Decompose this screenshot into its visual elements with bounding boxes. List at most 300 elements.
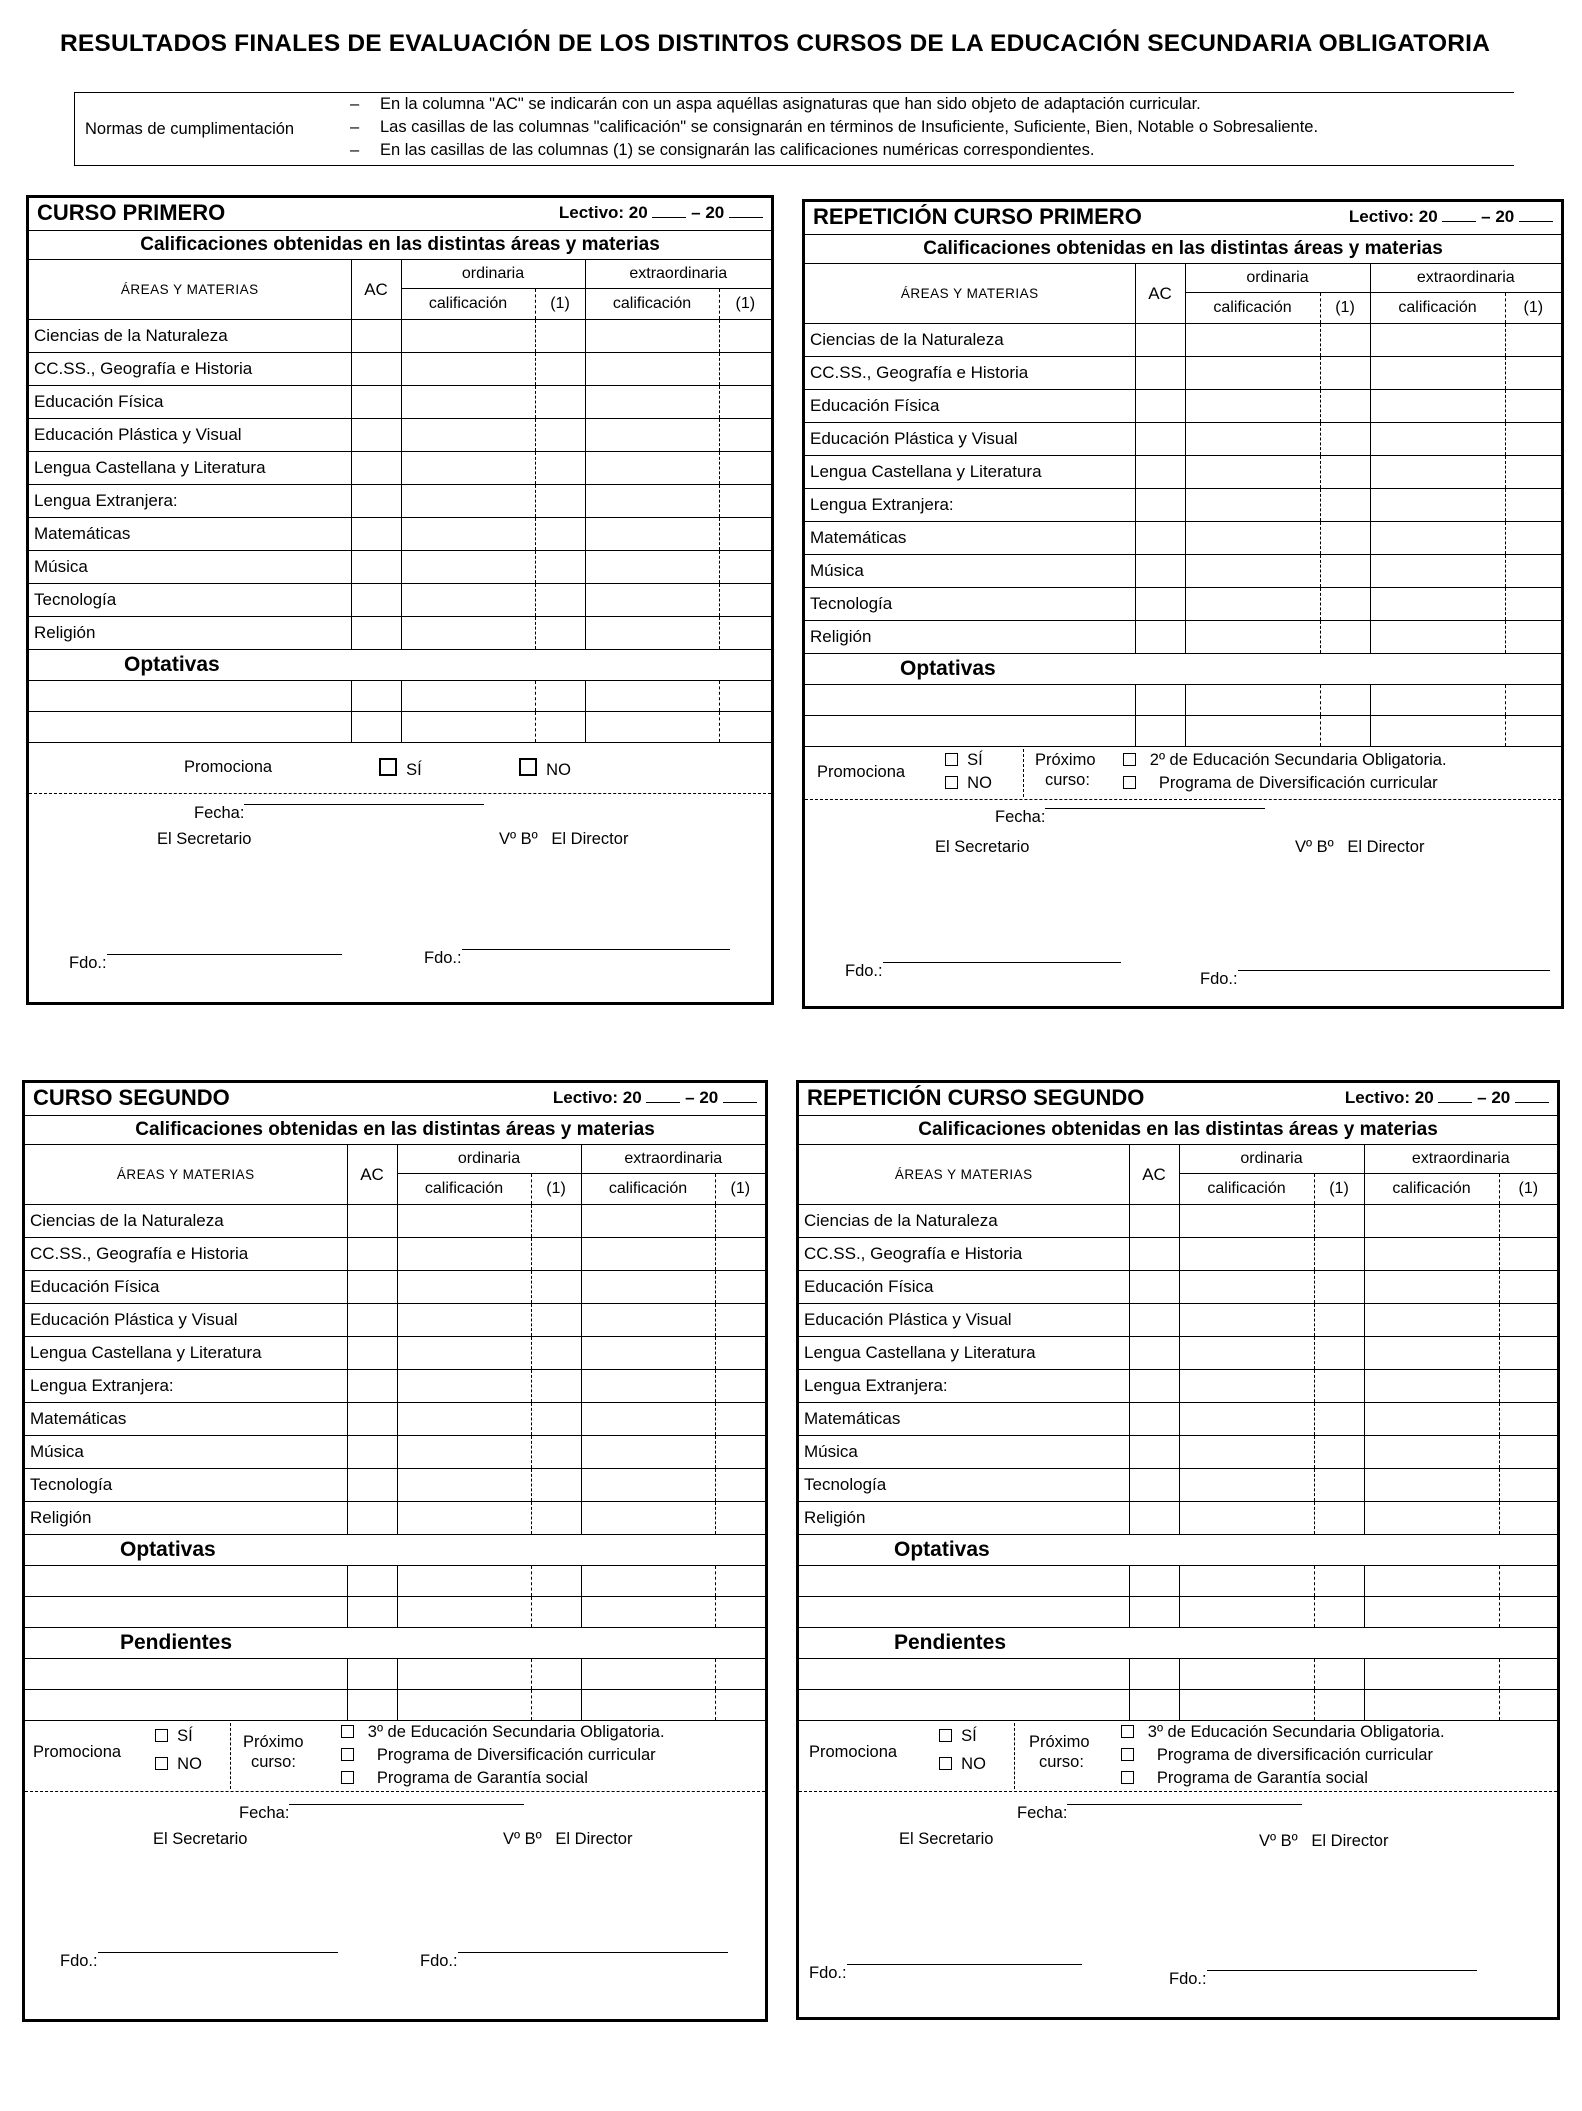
extra-calificacion-cell[interactable] — [1364, 1469, 1499, 1502]
next-course-option[interactable]: Programa de Garantía social — [341, 1769, 588, 1788]
extra-calificacion-cell[interactable] — [581, 1597, 715, 1628]
ordinaria-num-cell[interactable] — [531, 1502, 581, 1535]
ordinaria-num-cell[interactable] — [1314, 1403, 1364, 1436]
extra-num-cell[interactable] — [1499, 1659, 1557, 1690]
ac-cell[interactable] — [347, 1597, 397, 1628]
promociona-si-option[interactable]: SÍ — [945, 751, 983, 770]
ordinaria-num-cell[interactable] — [535, 353, 585, 386]
next-course-option[interactable]: 2º de Educación Secundaria Obligatoria. — [1123, 751, 1447, 770]
ac-cell[interactable] — [347, 1502, 397, 1535]
ordinaria-calificacion-cell[interactable] — [397, 1659, 531, 1690]
ordinaria-num-cell[interactable] — [1320, 588, 1370, 621]
ordinaria-num-cell[interactable] — [531, 1597, 581, 1628]
ac-cell[interactable] — [1129, 1436, 1179, 1469]
ordinaria-num-cell[interactable] — [531, 1403, 581, 1436]
extra-calificacion-cell[interactable] — [1364, 1403, 1499, 1436]
ordinaria-num-cell[interactable] — [1314, 1502, 1364, 1535]
optativas-subject-field[interactable] — [29, 712, 351, 743]
ac-cell[interactable] — [351, 419, 401, 452]
optativas-subject-field[interactable] — [25, 1566, 347, 1597]
ordinaria-calificacion-cell[interactable] — [401, 712, 535, 743]
extra-num-cell[interactable] — [719, 452, 771, 485]
next-course-option[interactable]: Programa de Diversificación curricular — [341, 1746, 656, 1765]
next-course-option[interactable]: Programa de Garantía social — [1121, 1769, 1368, 1788]
ordinaria-num-cell[interactable] — [1314, 1205, 1364, 1238]
extra-num-cell[interactable] — [715, 1304, 765, 1337]
pendientes-subject-field[interactable] — [25, 1659, 347, 1690]
ac-cell[interactable] — [1135, 390, 1185, 423]
fecha-field[interactable]: Fecha: — [194, 804, 244, 823]
promociona-no-option[interactable]: NO — [519, 758, 571, 780]
extra-num-cell[interactable] — [719, 320, 771, 353]
ordinaria-calificacion-cell[interactable] — [1179, 1205, 1314, 1238]
extra-calificacion-cell[interactable] — [585, 485, 719, 518]
ordinaria-calificacion-cell[interactable] — [401, 320, 535, 353]
fdo-secretario-field[interactable]: Fdo.: — [69, 954, 107, 973]
ac-cell[interactable] — [1135, 423, 1185, 456]
ordinaria-num-cell[interactable] — [1320, 489, 1370, 522]
ordinaria-num-cell[interactable] — [1314, 1337, 1364, 1370]
lectivo-field[interactable]: Lectivo: 20 – 20 — [1345, 1088, 1549, 1108]
ac-cell[interactable] — [1135, 522, 1185, 555]
ordinaria-calificacion-cell[interactable] — [1185, 621, 1320, 654]
extra-calificacion-cell[interactable] — [1364, 1690, 1499, 1721]
ordinaria-num-cell[interactable] — [1320, 423, 1370, 456]
next-course-option[interactable]: Programa de diversificación curricular — [1121, 1746, 1433, 1765]
ac-cell[interactable] — [347, 1205, 397, 1238]
ordinaria-calificacion-cell[interactable] — [397, 1205, 531, 1238]
extra-calificacion-cell[interactable] — [1364, 1271, 1499, 1304]
ordinaria-calificacion-cell[interactable] — [1179, 1337, 1314, 1370]
extra-calificacion-cell[interactable] — [1364, 1337, 1499, 1370]
pendientes-subject-field[interactable] — [25, 1690, 347, 1721]
extra-num-cell[interactable] — [719, 353, 771, 386]
extra-num-cell[interactable] — [715, 1597, 765, 1628]
pendientes-subject-field[interactable] — [799, 1690, 1129, 1721]
ac-cell[interactable] — [1129, 1502, 1179, 1535]
extra-num-cell[interactable] — [719, 485, 771, 518]
ordinaria-calificacion-cell[interactable] — [397, 1690, 531, 1721]
extra-num-cell[interactable] — [1505, 621, 1561, 654]
extra-num-cell[interactable] — [1499, 1337, 1557, 1370]
ac-cell[interactable] — [1129, 1659, 1179, 1690]
ac-cell[interactable] — [347, 1238, 397, 1271]
ordinaria-num-cell[interactable] — [1314, 1690, 1364, 1721]
ordinaria-calificacion-cell[interactable] — [397, 1238, 531, 1271]
ac-cell[interactable] — [1135, 456, 1185, 489]
ac-cell[interactable] — [1129, 1566, 1179, 1597]
ac-cell[interactable] — [1129, 1337, 1179, 1370]
ordinaria-num-cell[interactable] — [535, 681, 585, 712]
ordinaria-calificacion-cell[interactable] — [397, 1597, 531, 1628]
extra-num-cell[interactable] — [1505, 324, 1561, 357]
ordinaria-num-cell[interactable] — [531, 1271, 581, 1304]
ordinaria-calificacion-cell[interactable] — [397, 1403, 531, 1436]
ac-cell[interactable] — [351, 452, 401, 485]
extra-num-cell[interactable] — [719, 386, 771, 419]
extra-num-cell[interactable] — [715, 1469, 765, 1502]
extra-calificacion-cell[interactable] — [1364, 1566, 1499, 1597]
extra-calificacion-cell[interactable] — [1370, 716, 1505, 747]
extra-calificacion-cell[interactable] — [585, 681, 719, 712]
ordinaria-calificacion-cell[interactable] — [1179, 1597, 1314, 1628]
next-course-option[interactable]: 3º de Educación Secundaria Obligatoria. — [341, 1723, 665, 1742]
extra-num-cell[interactable] — [715, 1205, 765, 1238]
ac-cell[interactable] — [351, 353, 401, 386]
extra-num-cell[interactable] — [1499, 1502, 1557, 1535]
ac-cell[interactable] — [347, 1469, 397, 1502]
extra-num-cell[interactable] — [1499, 1436, 1557, 1469]
extra-calificacion-cell[interactable] — [1364, 1205, 1499, 1238]
fdo-secretario-field[interactable]: Fdo.: — [809, 1964, 847, 1983]
extra-calificacion-cell[interactable] — [585, 353, 719, 386]
ac-cell[interactable] — [1129, 1469, 1179, 1502]
extra-num-cell[interactable] — [1505, 357, 1561, 390]
extra-num-cell[interactable] — [1499, 1566, 1557, 1597]
ordinaria-num-cell[interactable] — [531, 1304, 581, 1337]
ac-cell[interactable] — [351, 518, 401, 551]
extra-calificacion-cell[interactable] — [1364, 1238, 1499, 1271]
extra-num-cell[interactable] — [1505, 555, 1561, 588]
ordinaria-calificacion-cell[interactable] — [401, 386, 535, 419]
extra-calificacion-cell[interactable] — [1370, 423, 1505, 456]
extra-num-cell[interactable] — [715, 1690, 765, 1721]
extra-calificacion-cell[interactable] — [1370, 324, 1505, 357]
ac-cell[interactable] — [1129, 1304, 1179, 1337]
optativas-subject-field[interactable] — [799, 1566, 1129, 1597]
ordinaria-num-cell[interactable] — [1314, 1304, 1364, 1337]
extra-calificacion-cell[interactable] — [1364, 1659, 1499, 1690]
ac-cell[interactable] — [1135, 621, 1185, 654]
extra-calificacion-cell[interactable] — [1364, 1502, 1499, 1535]
ordinaria-calificacion-cell[interactable] — [1179, 1238, 1314, 1271]
extra-calificacion-cell[interactable] — [1370, 522, 1505, 555]
ordinaria-calificacion-cell[interactable] — [1179, 1403, 1314, 1436]
ac-cell[interactable] — [1135, 324, 1185, 357]
extra-calificacion-cell[interactable] — [585, 712, 719, 743]
extra-calificacion-cell[interactable] — [581, 1566, 715, 1597]
ordinaria-num-cell[interactable] — [1314, 1238, 1364, 1271]
ordinaria-calificacion-cell[interactable] — [397, 1271, 531, 1304]
ac-cell[interactable] — [1129, 1690, 1179, 1721]
fdo-secretario-field[interactable]: Fdo.: — [845, 962, 883, 981]
ordinaria-num-cell[interactable] — [1320, 390, 1370, 423]
optativas-subject-field[interactable] — [799, 1597, 1129, 1628]
ordinaria-num-cell[interactable] — [1320, 621, 1370, 654]
extra-num-cell[interactable] — [715, 1566, 765, 1597]
ordinaria-calificacion-cell[interactable] — [401, 518, 535, 551]
ordinaria-num-cell[interactable] — [1320, 357, 1370, 390]
extra-calificacion-cell[interactable] — [585, 452, 719, 485]
extra-num-cell[interactable] — [1499, 1403, 1557, 1436]
optativas-subject-field[interactable] — [805, 716, 1135, 747]
ordinaria-calificacion-cell[interactable] — [401, 452, 535, 485]
ordinaria-calificacion-cell[interactable] — [1179, 1469, 1314, 1502]
ordinaria-num-cell[interactable] — [1314, 1271, 1364, 1304]
fdo-director-field[interactable]: Fdo.: — [1200, 970, 1238, 989]
ordinaria-num-cell[interactable] — [1320, 685, 1370, 716]
extra-num-cell[interactable] — [715, 1403, 765, 1436]
ordinaria-num-cell[interactable] — [531, 1436, 581, 1469]
ac-cell[interactable] — [1129, 1597, 1179, 1628]
ordinaria-calificacion-cell[interactable] — [397, 1370, 531, 1403]
ordinaria-calificacion-cell[interactable] — [401, 681, 535, 712]
extra-num-cell[interactable] — [719, 551, 771, 584]
ordinaria-calificacion-cell[interactable] — [401, 551, 535, 584]
ordinaria-calificacion-cell[interactable] — [1179, 1304, 1314, 1337]
ordinaria-calificacion-cell[interactable] — [1185, 390, 1320, 423]
ordinaria-num-cell[interactable] — [531, 1566, 581, 1597]
ordinaria-calificacion-cell[interactable] — [401, 584, 535, 617]
extra-calificacion-cell[interactable] — [581, 1436, 715, 1469]
pendientes-subject-field[interactable] — [799, 1659, 1129, 1690]
ordinaria-calificacion-cell[interactable] — [1185, 489, 1320, 522]
ordinaria-num-cell[interactable] — [535, 518, 585, 551]
ordinaria-num-cell[interactable] — [535, 584, 585, 617]
ac-cell[interactable] — [1135, 716, 1185, 747]
ordinaria-calificacion-cell[interactable] — [1185, 357, 1320, 390]
fdo-director-field[interactable]: Fdo.: — [1169, 1970, 1207, 1989]
ordinaria-calificacion-cell[interactable] — [1185, 423, 1320, 456]
promociona-si-option[interactable]: SÍ — [379, 758, 422, 780]
ac-cell[interactable] — [347, 1403, 397, 1436]
ordinaria-num-cell[interactable] — [1320, 716, 1370, 747]
extra-calificacion-cell[interactable] — [581, 1659, 715, 1690]
ordinaria-calificacion-cell[interactable] — [1179, 1271, 1314, 1304]
promociona-no-option[interactable]: NO — [939, 1755, 986, 1774]
ordinaria-calificacion-cell[interactable] — [401, 419, 535, 452]
ordinaria-calificacion-cell[interactable] — [1179, 1436, 1314, 1469]
extra-calificacion-cell[interactable] — [585, 617, 719, 650]
optativas-subject-field[interactable] — [29, 681, 351, 712]
ordinaria-num-cell[interactable] — [531, 1337, 581, 1370]
optativas-subject-field[interactable] — [805, 685, 1135, 716]
ac-cell[interactable] — [347, 1271, 397, 1304]
optativas-subject-field[interactable] — [25, 1597, 347, 1628]
extra-num-cell[interactable] — [1499, 1469, 1557, 1502]
extra-calificacion-cell[interactable] — [581, 1238, 715, 1271]
extra-num-cell[interactable] — [1499, 1690, 1557, 1721]
extra-num-cell[interactable] — [715, 1238, 765, 1271]
ordinaria-num-cell[interactable] — [531, 1370, 581, 1403]
ordinaria-calificacion-cell[interactable] — [1185, 685, 1320, 716]
ordinaria-calificacion-cell[interactable] — [1185, 716, 1320, 747]
ordinaria-num-cell[interactable] — [1320, 522, 1370, 555]
extra-num-cell[interactable] — [1499, 1205, 1557, 1238]
extra-num-cell[interactable] — [715, 1659, 765, 1690]
ordinaria-calificacion-cell[interactable] — [397, 1436, 531, 1469]
extra-num-cell[interactable] — [1499, 1597, 1557, 1628]
fdo-secretario-field[interactable]: Fdo.: — [60, 1952, 98, 1971]
extra-calificacion-cell[interactable] — [581, 1502, 715, 1535]
extra-num-cell[interactable] — [715, 1502, 765, 1535]
extra-num-cell[interactable] — [715, 1271, 765, 1304]
ac-cell[interactable] — [1135, 555, 1185, 588]
extra-num-cell[interactable] — [1499, 1304, 1557, 1337]
ordinaria-num-cell[interactable] — [1320, 456, 1370, 489]
extra-num-cell[interactable] — [1499, 1370, 1557, 1403]
extra-calificacion-cell[interactable] — [1364, 1370, 1499, 1403]
extra-num-cell[interactable] — [1505, 716, 1561, 747]
ordinaria-num-cell[interactable] — [531, 1469, 581, 1502]
ac-cell[interactable] — [351, 320, 401, 353]
extra-num-cell[interactable] — [715, 1436, 765, 1469]
ordinaria-num-cell[interactable] — [535, 320, 585, 353]
fdo-director-field[interactable]: Fdo.: — [424, 949, 462, 968]
extra-num-cell[interactable] — [1505, 522, 1561, 555]
ordinaria-calificacion-cell[interactable] — [1185, 324, 1320, 357]
ordinaria-calificacion-cell[interactable] — [1179, 1566, 1314, 1597]
ordinaria-calificacion-cell[interactable] — [401, 617, 535, 650]
extra-num-cell[interactable] — [719, 681, 771, 712]
ac-cell[interactable] — [351, 617, 401, 650]
ordinaria-num-cell[interactable] — [535, 386, 585, 419]
extra-num-cell[interactable] — [1499, 1271, 1557, 1304]
ac-cell[interactable] — [347, 1566, 397, 1597]
ordinaria-num-cell[interactable] — [535, 419, 585, 452]
extra-calificacion-cell[interactable] — [1364, 1597, 1499, 1628]
extra-calificacion-cell[interactable] — [1370, 621, 1505, 654]
ac-cell[interactable] — [1135, 588, 1185, 621]
extra-num-cell[interactable] — [1505, 685, 1561, 716]
promociona-no-option[interactable]: NO — [155, 1755, 202, 1774]
ac-cell[interactable] — [347, 1690, 397, 1721]
ac-cell[interactable] — [351, 485, 401, 518]
ordinaria-calificacion-cell[interactable] — [401, 485, 535, 518]
ordinaria-num-cell[interactable] — [1314, 1469, 1364, 1502]
fecha-field[interactable]: Fecha: — [995, 808, 1045, 827]
ordinaria-calificacion-cell[interactable] — [397, 1304, 531, 1337]
ac-cell[interactable] — [351, 712, 401, 743]
ac-cell[interactable] — [347, 1370, 397, 1403]
extra-calificacion-cell[interactable] — [585, 584, 719, 617]
ac-cell[interactable] — [351, 584, 401, 617]
ac-cell[interactable] — [1129, 1271, 1179, 1304]
promociona-si-option[interactable]: SÍ — [155, 1727, 193, 1746]
ac-cell[interactable] — [1129, 1403, 1179, 1436]
extra-num-cell[interactable] — [1505, 423, 1561, 456]
ordinaria-calificacion-cell[interactable] — [1185, 456, 1320, 489]
ordinaria-num-cell[interactable] — [535, 452, 585, 485]
ordinaria-calificacion-cell[interactable] — [1179, 1690, 1314, 1721]
extra-calificacion-cell[interactable] — [581, 1304, 715, 1337]
extra-calificacion-cell[interactable] — [1370, 456, 1505, 489]
ordinaria-num-cell[interactable] — [1314, 1659, 1364, 1690]
promociona-si-option[interactable]: SÍ — [939, 1727, 977, 1746]
ordinaria-calificacion-cell[interactable] — [1185, 522, 1320, 555]
ac-cell[interactable] — [351, 551, 401, 584]
lectivo-field[interactable]: Lectivo: 20 – 20 — [559, 203, 763, 223]
ordinaria-calificacion-cell[interactable] — [397, 1469, 531, 1502]
extra-calificacion-cell[interactable] — [581, 1370, 715, 1403]
extra-calificacion-cell[interactable] — [1370, 685, 1505, 716]
promociona-no-option[interactable]: NO — [945, 774, 992, 793]
ordinaria-num-cell[interactable] — [1320, 555, 1370, 588]
ac-cell[interactable] — [347, 1337, 397, 1370]
ac-cell[interactable] — [1129, 1370, 1179, 1403]
extra-calificacion-cell[interactable] — [581, 1205, 715, 1238]
extra-num-cell[interactable] — [719, 617, 771, 650]
fecha-field[interactable]: Fecha: — [1017, 1804, 1067, 1823]
lectivo-field[interactable]: Lectivo: 20 – 20 — [553, 1088, 757, 1108]
ordinaria-num-cell[interactable] — [535, 617, 585, 650]
extra-num-cell[interactable] — [1505, 456, 1561, 489]
extra-calificacion-cell[interactable] — [581, 1469, 715, 1502]
ordinaria-calificacion-cell[interactable] — [397, 1502, 531, 1535]
ordinaria-num-cell[interactable] — [531, 1659, 581, 1690]
ordinaria-num-cell[interactable] — [535, 485, 585, 518]
extra-num-cell[interactable] — [719, 419, 771, 452]
extra-calificacion-cell[interactable] — [585, 551, 719, 584]
extra-num-cell[interactable] — [719, 712, 771, 743]
extra-num-cell[interactable] — [715, 1370, 765, 1403]
extra-calificacion-cell[interactable] — [581, 1337, 715, 1370]
ordinaria-num-cell[interactable] — [1314, 1597, 1364, 1628]
fdo-director-field[interactable]: Fdo.: — [420, 1952, 458, 1971]
ordinaria-num-cell[interactable] — [1320, 324, 1370, 357]
next-course-option[interactable]: Programa de Diversificación curricular — [1123, 774, 1438, 793]
ordinaria-calificacion-cell[interactable] — [1185, 555, 1320, 588]
ac-cell[interactable] — [1135, 489, 1185, 522]
ordinaria-num-cell[interactable] — [535, 551, 585, 584]
ordinaria-calificacion-cell[interactable] — [1179, 1370, 1314, 1403]
ordinaria-num-cell[interactable] — [1314, 1436, 1364, 1469]
extra-calificacion-cell[interactable] — [581, 1271, 715, 1304]
ordinaria-calificacion-cell[interactable] — [1179, 1659, 1314, 1690]
ordinaria-calificacion-cell[interactable] — [397, 1566, 531, 1597]
extra-num-cell[interactable] — [1505, 489, 1561, 522]
extra-num-cell[interactable] — [1505, 588, 1561, 621]
extra-calificacion-cell[interactable] — [1370, 390, 1505, 423]
extra-calificacion-cell[interactable] — [1370, 588, 1505, 621]
ordinaria-calificacion-cell[interactable] — [397, 1337, 531, 1370]
ordinaria-num-cell[interactable] — [535, 712, 585, 743]
ordinaria-num-cell[interactable] — [531, 1238, 581, 1271]
ordinaria-calificacion-cell[interactable] — [1185, 588, 1320, 621]
ac-cell[interactable] — [347, 1659, 397, 1690]
extra-num-cell[interactable] — [1505, 390, 1561, 423]
next-course-option[interactable]: 3º de Educación Secundaria Obligatoria. — [1121, 1723, 1445, 1742]
extra-calificacion-cell[interactable] — [585, 419, 719, 452]
fecha-field[interactable]: Fecha: — [239, 1804, 289, 1823]
ordinaria-calificacion-cell[interactable] — [1179, 1502, 1314, 1535]
extra-calificacion-cell[interactable] — [585, 320, 719, 353]
ordinaria-num-cell[interactable] — [531, 1205, 581, 1238]
ac-cell[interactable] — [1129, 1205, 1179, 1238]
extra-num-cell[interactable] — [719, 584, 771, 617]
extra-num-cell[interactable] — [1499, 1238, 1557, 1271]
extra-calificacion-cell[interactable] — [581, 1690, 715, 1721]
extra-calificacion-cell[interactable] — [1370, 555, 1505, 588]
ac-cell[interactable] — [351, 386, 401, 419]
extra-calificacion-cell[interactable] — [1364, 1436, 1499, 1469]
lectivo-field[interactable]: Lectivo: 20 – 20 — [1349, 207, 1553, 227]
extra-calificacion-cell[interactable] — [1364, 1304, 1499, 1337]
extra-calificacion-cell[interactable] — [585, 386, 719, 419]
ordinaria-num-cell[interactable] — [1314, 1370, 1364, 1403]
ordinaria-num-cell[interactable] — [1314, 1566, 1364, 1597]
ac-cell[interactable] — [1135, 357, 1185, 390]
ordinaria-calificacion-cell[interactable] — [401, 353, 535, 386]
ac-cell[interactable] — [347, 1436, 397, 1469]
extra-num-cell[interactable] — [719, 518, 771, 551]
extra-num-cell[interactable] — [715, 1337, 765, 1370]
ac-cell[interactable] — [347, 1304, 397, 1337]
ac-cell[interactable] — [1135, 685, 1185, 716]
extra-calificacion-cell[interactable] — [581, 1403, 715, 1436]
extra-calificacion-cell[interactable] — [585, 518, 719, 551]
extra-calificacion-cell[interactable] — [1370, 489, 1505, 522]
